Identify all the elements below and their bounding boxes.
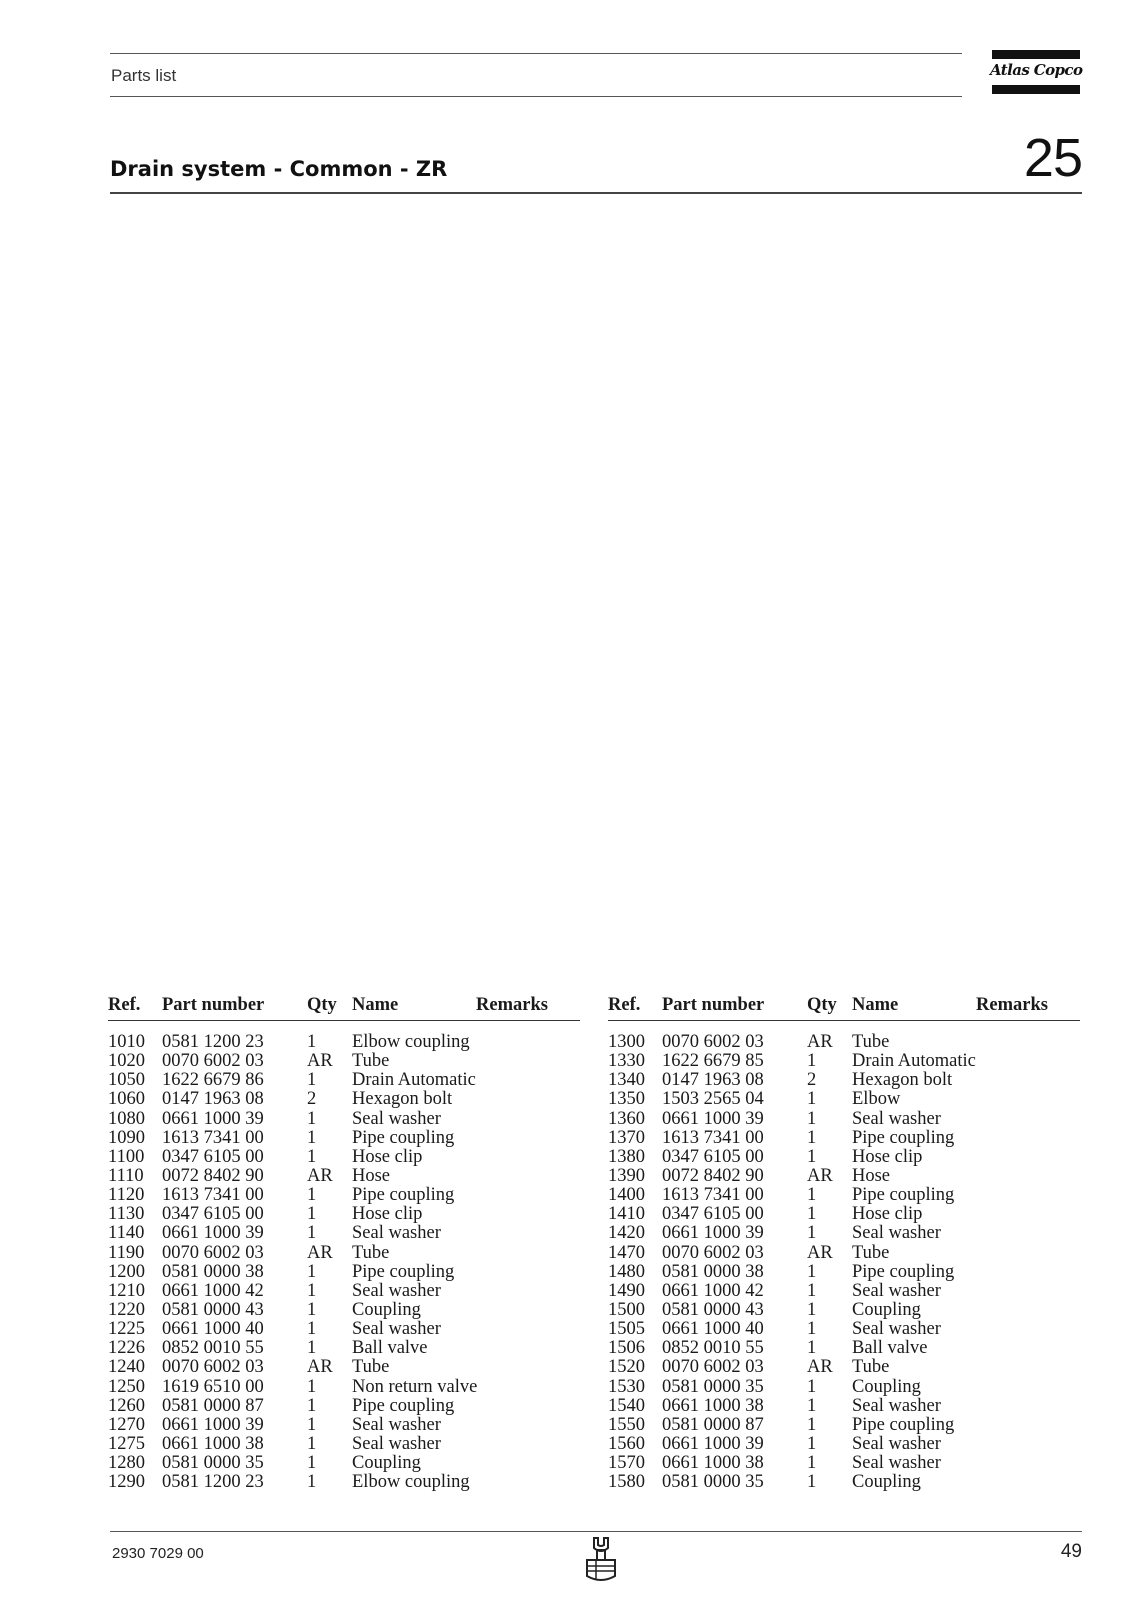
cell-part-number: 1613 7341 00 xyxy=(162,1127,264,1148)
cell-name: Elbow xyxy=(852,1089,901,1110)
cell-part-number: 0070 6002 03 xyxy=(162,1242,264,1263)
footer-rule xyxy=(110,1531,1082,1532)
cell-qty: 2 xyxy=(807,1070,817,1091)
cell-qty: 1 xyxy=(307,1223,317,1244)
cell-name: Seal washer xyxy=(352,1319,441,1340)
table-header xyxy=(108,995,580,1021)
parts-table-left xyxy=(108,995,580,1492)
table-row xyxy=(608,1033,1080,1052)
cell-ref: 1120 xyxy=(108,1185,145,1206)
logo-wordmark: Atlas Copco xyxy=(990,61,1083,79)
cell-name: Pipe coupling xyxy=(352,1261,455,1282)
table-row xyxy=(608,1244,1080,1263)
cell-ref: 1275 xyxy=(108,1433,145,1454)
cell-name: Seal washer xyxy=(852,1395,941,1416)
cell-qty: 1 xyxy=(807,1146,817,1167)
table-row xyxy=(108,1378,580,1397)
cell-ref: 1370 xyxy=(608,1127,645,1148)
document-number: 2930 7029 00 xyxy=(112,1545,204,1562)
cell-qty: 1 xyxy=(307,1185,317,1206)
title-rule xyxy=(110,192,1082,194)
table-row xyxy=(108,1148,580,1167)
cell-qty: 1 xyxy=(307,1319,317,1340)
cell-part-number: 0852 0010 55 xyxy=(662,1338,764,1359)
cell-name: Seal washer xyxy=(852,1280,941,1301)
header-name: Name xyxy=(852,995,899,1015)
cell-qty: AR xyxy=(807,1357,833,1378)
page-title: Drain system - Common - ZR xyxy=(110,157,448,181)
cell-ref: 1130 xyxy=(108,1204,145,1225)
cell-name: Tube xyxy=(352,1357,390,1378)
cell-ref: 1090 xyxy=(108,1127,145,1148)
cell-ref: 1220 xyxy=(108,1299,145,1320)
cell-part-number: 1622 6679 86 xyxy=(162,1070,264,1091)
cell-part-number: 0072 8402 90 xyxy=(162,1165,264,1186)
cell-part-number: 0147 1963 08 xyxy=(162,1089,264,1110)
table-row xyxy=(108,1263,580,1282)
cell-name: Hose xyxy=(852,1165,891,1186)
cell-ref: 1530 xyxy=(608,1376,645,1397)
cell-part-number: 0070 6002 03 xyxy=(162,1357,264,1378)
cell-part-number: 0581 0000 38 xyxy=(162,1261,264,1282)
cell-ref: 1560 xyxy=(608,1433,645,1454)
cell-qty: 1 xyxy=(307,1032,317,1052)
header-remarks: Remarks xyxy=(476,995,548,1015)
table-row xyxy=(108,1205,580,1224)
cell-qty: 1 xyxy=(307,1204,317,1225)
cell-qty: 1 xyxy=(307,1414,317,1435)
cell-qty: AR xyxy=(807,1032,833,1052)
table-row xyxy=(608,1186,1080,1205)
table-body xyxy=(608,1033,1080,1492)
cell-part-number: 0147 1963 08 xyxy=(662,1070,764,1091)
cell-ref: 1470 xyxy=(608,1242,645,1263)
cell-ref: 1520 xyxy=(608,1357,645,1378)
cell-part-number: 0347 6105 00 xyxy=(162,1146,264,1167)
cell-ref: 1505 xyxy=(608,1319,645,1340)
cell-part-number: 0661 1000 42 xyxy=(662,1280,764,1301)
table-row xyxy=(608,1052,1080,1071)
cell-qty: 1 xyxy=(807,1338,817,1359)
cell-part-number: 0661 1000 40 xyxy=(162,1319,264,1340)
cell-name: Hose clip xyxy=(352,1204,423,1225)
table-row xyxy=(108,1397,580,1416)
table-row xyxy=(108,1282,580,1301)
cell-qty: AR xyxy=(307,1357,333,1378)
cell-qty: AR xyxy=(307,1242,333,1263)
cell-qty: AR xyxy=(307,1165,333,1186)
cell-part-number: 0070 6002 03 xyxy=(662,1357,764,1378)
table-row xyxy=(608,1205,1080,1224)
cell-name: Pipe coupling xyxy=(852,1185,955,1206)
cell-ref: 1580 xyxy=(608,1472,645,1493)
cell-name: Coupling xyxy=(352,1299,421,1320)
cell-qty: 1 xyxy=(307,1472,317,1493)
cell-ref: 1050 xyxy=(108,1070,145,1091)
table-row xyxy=(108,1244,580,1263)
cell-name: Elbow coupling xyxy=(352,1472,470,1493)
cell-qty: 1 xyxy=(807,1204,817,1225)
cell-qty: 1 xyxy=(807,1223,817,1244)
header-qty: Qty xyxy=(807,995,837,1015)
table-row xyxy=(608,1454,1080,1473)
header-name: Name xyxy=(352,995,399,1015)
cell-name: Seal washer xyxy=(852,1433,941,1454)
header-part-number: Part number xyxy=(662,995,765,1015)
table-row xyxy=(608,1416,1080,1435)
cell-name: Ball valve xyxy=(852,1338,928,1359)
cell-qty: 1 xyxy=(307,1453,317,1474)
cell-part-number: 0661 1000 39 xyxy=(662,1433,764,1454)
cell-part-number: 0070 6002 03 xyxy=(662,1242,764,1263)
table-row xyxy=(608,1129,1080,1148)
cell-name: Seal washer xyxy=(852,1108,941,1129)
cell-qty: 1 xyxy=(807,1299,817,1320)
table-row xyxy=(608,1071,1080,1090)
table-row xyxy=(608,1473,1080,1492)
cell-ref: 1506 xyxy=(608,1338,645,1359)
table-row xyxy=(608,1320,1080,1339)
cell-qty: 1 xyxy=(807,1185,817,1206)
table-row xyxy=(108,1167,580,1186)
table-row xyxy=(608,1378,1080,1397)
cell-qty: 1 xyxy=(807,1376,817,1397)
cell-qty: 2 xyxy=(307,1089,317,1110)
cell-ref: 1340 xyxy=(608,1070,645,1091)
cell-ref: 1100 xyxy=(108,1146,145,1167)
table-row xyxy=(608,1282,1080,1301)
logo-bottom-bar xyxy=(992,85,1080,94)
cell-ref: 1140 xyxy=(108,1223,145,1244)
cell-name: Seal washer xyxy=(852,1223,941,1244)
cell-ref: 1240 xyxy=(108,1357,145,1378)
section-label: Parts list xyxy=(111,66,177,85)
cell-part-number: 0070 6002 03 xyxy=(162,1051,264,1072)
table-header xyxy=(608,995,1080,1021)
cell-name: Pipe coupling xyxy=(852,1127,955,1148)
table-row xyxy=(108,1052,580,1071)
table-row xyxy=(608,1224,1080,1243)
cell-name: Seal washer xyxy=(352,1223,441,1244)
cell-ref: 1420 xyxy=(608,1223,645,1244)
cell-qty: 1 xyxy=(307,1070,317,1091)
cell-part-number: 1622 6679 85 xyxy=(662,1051,764,1072)
cell-qty: 1 xyxy=(307,1127,317,1148)
cell-part-number: 0661 1000 39 xyxy=(162,1108,264,1129)
cell-ref: 1550 xyxy=(608,1414,645,1435)
cell-part-number: 0661 1000 38 xyxy=(662,1453,764,1474)
cell-part-number: 0661 1000 39 xyxy=(162,1414,264,1435)
cell-ref: 1400 xyxy=(608,1185,645,1206)
cell-part-number: 0581 0000 43 xyxy=(162,1299,264,1320)
cell-part-number: 1503 2565 04 xyxy=(662,1089,764,1110)
cell-ref: 1225 xyxy=(108,1319,145,1340)
table-row xyxy=(608,1358,1080,1377)
cell-name: Seal washer xyxy=(352,1433,441,1454)
cell-ref: 1080 xyxy=(108,1108,145,1129)
table-row xyxy=(108,1358,580,1377)
cell-name: Hexagon bolt xyxy=(352,1089,453,1110)
cell-qty: AR xyxy=(307,1051,333,1072)
cell-qty: AR xyxy=(807,1242,833,1263)
cell-part-number: 0072 8402 90 xyxy=(662,1165,764,1186)
cell-ref: 1280 xyxy=(108,1453,145,1474)
header-remarks: Remarks xyxy=(976,995,1048,1015)
cell-qty: 1 xyxy=(307,1146,317,1167)
company-logo xyxy=(990,50,1083,95)
cell-name: Hose xyxy=(352,1165,391,1186)
cell-ref: 1190 xyxy=(108,1242,145,1263)
cell-ref: 1330 xyxy=(608,1051,645,1072)
cell-ref: 1260 xyxy=(108,1395,145,1416)
service-manual-icon xyxy=(582,1536,620,1584)
cell-ref: 1360 xyxy=(608,1108,645,1129)
table-row xyxy=(108,1071,580,1090)
cell-qty: 1 xyxy=(307,1395,317,1416)
cell-qty: 1 xyxy=(307,1433,317,1454)
cell-part-number: 0661 1000 38 xyxy=(662,1395,764,1416)
table-row xyxy=(108,1473,580,1492)
cell-qty: 1 xyxy=(807,1433,817,1454)
header-qty: Qty xyxy=(307,995,337,1015)
cell-name: Coupling xyxy=(352,1453,421,1474)
cell-ref: 1350 xyxy=(608,1089,645,1110)
cell-qty: 1 xyxy=(807,1261,817,1282)
cell-ref: 1540 xyxy=(608,1395,645,1416)
table-row xyxy=(108,1416,580,1435)
cell-name: Pipe coupling xyxy=(352,1395,455,1416)
cell-part-number: 0661 1000 38 xyxy=(162,1433,264,1454)
cell-name: Coupling xyxy=(852,1376,921,1397)
cell-qty: 1 xyxy=(807,1319,817,1340)
cell-part-number: 0347 6105 00 xyxy=(662,1146,764,1167)
cell-name: Hexagon bolt xyxy=(852,1070,953,1091)
cell-qty: AR xyxy=(807,1165,833,1186)
cell-part-number: 1613 7341 00 xyxy=(662,1185,764,1206)
cell-name: Coupling xyxy=(852,1299,921,1320)
cell-part-number: 0070 6002 03 xyxy=(662,1032,764,1052)
cell-name: Pipe coupling xyxy=(352,1185,455,1206)
table-row xyxy=(108,1320,580,1339)
cell-part-number: 0581 0000 87 xyxy=(162,1395,264,1416)
cell-name: Seal washer xyxy=(852,1453,941,1474)
parts-table-right xyxy=(608,995,1080,1492)
cell-part-number: 0661 1000 42 xyxy=(162,1280,264,1301)
cell-part-number: 0661 1000 39 xyxy=(662,1108,764,1129)
cell-ref: 1226 xyxy=(108,1338,145,1359)
cell-qty: 1 xyxy=(807,1472,817,1493)
cell-qty: 1 xyxy=(807,1108,817,1129)
cell-ref: 1250 xyxy=(108,1376,145,1397)
table-body xyxy=(108,1033,580,1492)
table-row xyxy=(108,1090,580,1109)
cell-name: Tube xyxy=(852,1357,890,1378)
cell-part-number: 0581 1200 23 xyxy=(162,1032,264,1052)
cell-qty: 1 xyxy=(807,1453,817,1474)
cell-name: Tube xyxy=(352,1242,390,1263)
cell-qty: 1 xyxy=(807,1395,817,1416)
cell-part-number: 0347 6105 00 xyxy=(662,1204,764,1225)
cell-name: Drain Automatic xyxy=(352,1070,476,1091)
cell-part-number: 1613 7341 00 xyxy=(662,1127,764,1148)
cell-name: Tube xyxy=(352,1051,390,1072)
cell-name: Seal washer xyxy=(352,1108,441,1129)
cell-part-number: 0661 1000 40 xyxy=(662,1319,764,1340)
logo-top-bar xyxy=(992,50,1080,59)
table-row xyxy=(608,1110,1080,1129)
cell-ref: 1010 xyxy=(108,1032,145,1052)
cell-part-number: 0661 1000 39 xyxy=(662,1223,764,1244)
cell-name: Non return valve xyxy=(352,1376,478,1397)
cell-qty: 1 xyxy=(807,1127,817,1148)
cell-part-number: 0581 0000 87 xyxy=(662,1414,764,1435)
cell-ref: 1390 xyxy=(608,1165,645,1186)
cell-ref: 1200 xyxy=(108,1261,145,1282)
cell-name: Ball valve xyxy=(352,1338,428,1359)
cell-ref: 1380 xyxy=(608,1146,645,1167)
cell-part-number: 0581 0000 35 xyxy=(662,1376,764,1397)
table-row xyxy=(608,1301,1080,1320)
cell-name: Seal washer xyxy=(352,1414,441,1435)
table-row xyxy=(108,1186,580,1205)
table-row xyxy=(108,1301,580,1320)
header-bottom-rule xyxy=(110,96,962,97)
cell-ref: 1110 xyxy=(108,1165,144,1186)
table-row xyxy=(608,1148,1080,1167)
cell-part-number: 0581 0000 35 xyxy=(662,1472,764,1493)
cell-name: Seal washer xyxy=(852,1319,941,1340)
cell-part-number: 1613 7341 00 xyxy=(162,1185,264,1206)
cell-part-number: 0581 0000 35 xyxy=(162,1453,264,1474)
cell-part-number: 0581 1200 23 xyxy=(162,1472,264,1493)
cell-name: Hose clip xyxy=(352,1146,423,1167)
cell-qty: 1 xyxy=(807,1280,817,1301)
cell-ref: 1020 xyxy=(108,1051,145,1072)
cell-part-number: 1619 6510 00 xyxy=(162,1376,264,1397)
cell-ref: 1570 xyxy=(608,1453,645,1474)
cell-name: Coupling xyxy=(852,1472,921,1493)
figure-area xyxy=(110,200,1082,980)
cell-ref: 1480 xyxy=(608,1261,645,1282)
cell-name: Tube xyxy=(852,1032,890,1052)
table-row xyxy=(108,1454,580,1473)
cell-qty: 1 xyxy=(307,1338,317,1359)
table-row xyxy=(108,1110,580,1129)
header-ref: Ref. xyxy=(108,995,141,1015)
page-number: 49 xyxy=(1060,1541,1082,1562)
cell-name: Hose clip xyxy=(852,1146,923,1167)
cell-part-number: 0347 6105 00 xyxy=(162,1204,264,1225)
cell-name: Hose clip xyxy=(852,1204,923,1225)
cell-ref: 1270 xyxy=(108,1414,145,1435)
cell-qty: 1 xyxy=(307,1280,317,1301)
cell-part-number: 0581 0000 43 xyxy=(662,1299,764,1320)
cell-ref: 1210 xyxy=(108,1280,145,1301)
chapter-number: 25 xyxy=(1023,128,1082,188)
cell-qty: 1 xyxy=(307,1299,317,1320)
cell-name: Tube xyxy=(852,1242,890,1263)
cell-qty: 1 xyxy=(807,1414,817,1435)
table-row xyxy=(108,1435,580,1454)
table-row xyxy=(108,1339,580,1358)
table-row xyxy=(108,1224,580,1243)
header-ref: Ref. xyxy=(608,995,641,1015)
cell-qty: 1 xyxy=(307,1261,317,1282)
cell-ref: 1500 xyxy=(608,1299,645,1320)
header-top-rule xyxy=(110,53,962,54)
table-row xyxy=(608,1339,1080,1358)
cell-part-number: 0581 0000 38 xyxy=(662,1261,764,1282)
table-row xyxy=(108,1033,580,1052)
header-part-number: Part number xyxy=(162,995,265,1015)
cell-ref: 1410 xyxy=(608,1204,645,1225)
table-row xyxy=(608,1397,1080,1416)
cell-name: Pipe coupling xyxy=(852,1414,955,1435)
cell-qty: 1 xyxy=(307,1376,317,1397)
cell-part-number: 0661 1000 39 xyxy=(162,1223,264,1244)
cell-ref: 1290 xyxy=(108,1472,145,1493)
cell-qty: 1 xyxy=(807,1051,817,1072)
cell-name: Drain Automatic xyxy=(852,1051,976,1072)
table-row xyxy=(108,1129,580,1148)
cell-ref: 1300 xyxy=(608,1032,645,1052)
table-row xyxy=(608,1090,1080,1109)
table-row xyxy=(608,1263,1080,1282)
table-row xyxy=(608,1435,1080,1454)
cell-ref: 1060 xyxy=(108,1089,145,1110)
cell-name: Seal washer xyxy=(352,1280,441,1301)
cell-qty: 1 xyxy=(807,1089,817,1110)
cell-qty: 1 xyxy=(307,1108,317,1129)
cell-name: Pipe coupling xyxy=(352,1127,455,1148)
cell-name: Elbow coupling xyxy=(352,1032,470,1052)
cell-ref: 1490 xyxy=(608,1280,645,1301)
table-row xyxy=(608,1167,1080,1186)
cell-part-number: 0852 0010 55 xyxy=(162,1338,264,1359)
cell-name: Pipe coupling xyxy=(852,1261,955,1282)
